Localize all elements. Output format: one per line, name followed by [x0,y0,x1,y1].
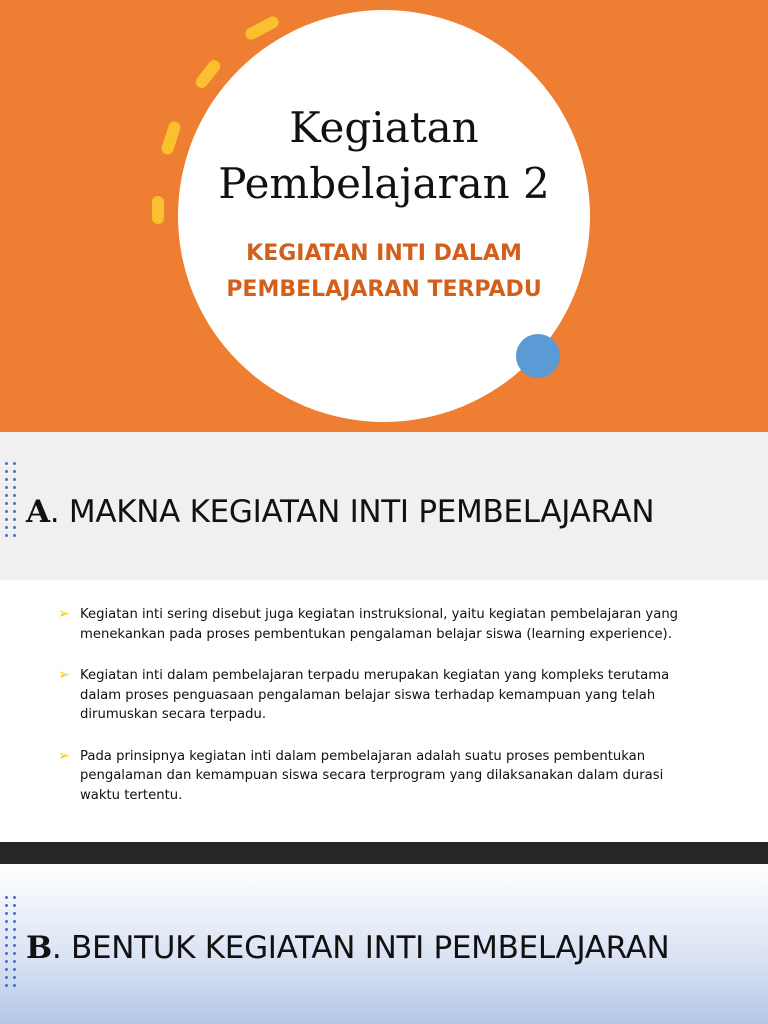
dotted-accent [13,462,17,542]
list-item [58,605,758,644]
bullet-line: pengalaman dan kemampuan siswa secara terprogram yang dilaksanakan dalam durasi [80,768,664,783]
bullet-line: Kegiatan inti sering disebut juga kegiatan instruksional, yaitu kegiatan pembelajaran yang [80,607,679,622]
bullet-list [58,605,758,827]
divider-bar [0,842,768,864]
arrow-bullet-icon: ➢ [58,747,70,764]
title-line: Kegiatan [289,103,479,152]
list-item [58,666,758,725]
section-heading-text: . MAKNA KEGIATAN INTI PEMBELAJARAN [49,494,655,530]
bullet-line: waktu tertentu. [80,787,183,803]
arrow-bullet-icon: ➢ [58,667,70,683]
dotted-accent [5,462,9,542]
subtitle-line: KEGIATAN INTI DALAM [246,241,522,266]
list-item [58,747,758,806]
decorative-blue-dot [516,334,560,378]
bullet-line: dirumuskan secara terpadu. [80,707,267,722]
section-letter: A [26,494,50,530]
section-heading-text: . BENTUK KEGIATAN INTI PEMBELAJARAN [51,930,670,966]
decorative-dash [152,196,164,224]
bullet-line: Pada prinsipnya kegiatan inti dalam pembelajaran adalah suatu proses pembentukan [80,748,646,764]
bullet-line: menekankan pada proses pembentukan pengalaman belajar siswa (learning experience). [80,626,672,642]
title-line: Pembelajaran 2 [218,159,550,208]
section-b-heading [26,930,669,966]
dotted-accent [5,896,9,992]
bullet-line: dalam proses penguasaan pengalaman belajar siswa terhadap kemampuan yang telah [80,687,656,703]
arrow-bullet-icon: ➢ [58,606,70,622]
decorative-dash [243,14,280,41]
slide-title [178,100,590,212]
bullet-line: Kegiatan inti dalam pembelajaran terpadu merupakan kegiatan yang kompleks terutama [80,668,670,683]
dotted-accent [13,896,17,992]
section-a-heading [26,494,654,530]
section-letter: B [26,930,52,966]
decorative-dash [193,58,222,91]
slide-subtitle [178,236,590,308]
title-slide [0,0,768,432]
subtitle-line: PEMBELAJARAN TERPADU [226,277,542,302]
